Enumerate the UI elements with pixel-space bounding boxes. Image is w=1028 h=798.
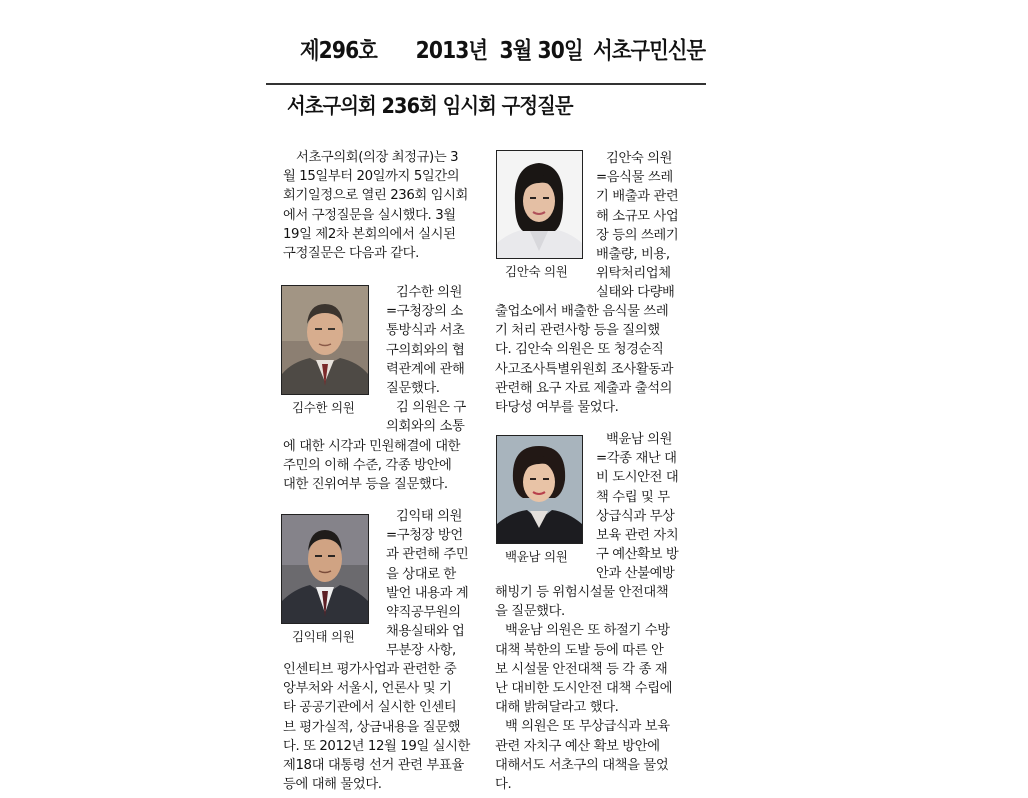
text-line: 을 상대로 한 bbox=[386, 566, 456, 582]
text-line: 19일 제2차 본회의에서 실시된 bbox=[283, 226, 456, 242]
text-line: 장 등의 쓰레기 bbox=[596, 227, 679, 243]
text-line: 대한 진위여부 등을 질문했다. bbox=[283, 477, 448, 493]
text-line: 출업소에서 배출한 음식물 쓰레 bbox=[495, 304, 669, 319]
portrait-image bbox=[282, 286, 368, 394]
text-line: 통방식과 서초 bbox=[386, 323, 465, 339]
article-headline: 서초구의회 236회 임시회 구정질문 bbox=[287, 94, 573, 118]
text-line: 제18대 대통령 선거 관련 부표율 bbox=[283, 758, 464, 774]
text-line: 에 대한 시각과 민원해결에 대한 bbox=[283, 439, 461, 454]
text-line: 등에 대해 물었다. bbox=[283, 777, 382, 793]
intro-paragraph bbox=[283, 148, 483, 263]
issue-number: 제296호 bbox=[300, 38, 377, 64]
text-line: =음식물 쓰레 bbox=[596, 170, 673, 186]
text-line: 해 소규모 사업 bbox=[596, 208, 679, 224]
text-line: 과 관련해 주민 bbox=[386, 547, 469, 563]
text-line: =구청장의 소 bbox=[386, 304, 463, 320]
text-line: 앙부처와 서울시, 언론사 및 기 bbox=[283, 681, 452, 697]
text-line: 난 대비한 도시안전 대책 수립에 bbox=[495, 681, 673, 697]
text-line: 발언 내용과 계 bbox=[386, 585, 469, 601]
text-line: 기 처리 관련사항 등을 질의했 bbox=[495, 323, 660, 339]
text-line: 서초구의회(의장 최정규)는 3 bbox=[296, 150, 459, 165]
text-line: 다. 김안숙 의원은 또 청경순직 bbox=[495, 342, 664, 358]
text-line: 구정질문은 다음과 같다. bbox=[283, 246, 419, 262]
member-label: 김익태 의원 bbox=[396, 509, 463, 524]
text-line: 인센티브 평가사업과 관련한 중 bbox=[283, 662, 457, 677]
text-line: 다. 또 2012년 12월 19일 실시한 bbox=[283, 738, 470, 754]
masthead bbox=[300, 32, 705, 65]
member-text-full bbox=[283, 437, 481, 495]
text-line: =구청장 방언 bbox=[386, 528, 463, 544]
text-line: 비 도시안전 대 bbox=[596, 470, 679, 486]
text-line: 백 의원은 또 무상급식과 보육 bbox=[505, 719, 670, 735]
text-line: 다. bbox=[495, 777, 512, 793]
text-line: 회기일정으로 열린 236회 임시회 bbox=[283, 188, 468, 204]
photo-caption: 김안숙 의원 bbox=[505, 264, 568, 279]
issue-date: 2013년 3월 30일 bbox=[415, 38, 583, 64]
text-line: 책 수립 및 무 bbox=[596, 489, 670, 505]
member-label: 김안숙 의원 bbox=[606, 151, 673, 166]
text-line: 채용실태와 업 bbox=[386, 624, 465, 640]
text-line: 기 배출과 관련 bbox=[596, 189, 679, 205]
text-line: 보 시설물 안전대책 등 각 종 재 bbox=[495, 661, 668, 677]
member-label: 김수한 의원 bbox=[396, 285, 463, 300]
photo-caption: 김수한 의원 bbox=[292, 400, 355, 415]
newspaper-name: 서초구민신문 bbox=[593, 38, 706, 64]
member-text-side bbox=[596, 430, 686, 584]
text-line: 타당성 여부를 물었다. bbox=[495, 400, 619, 416]
text-line: 보육 관련 자치 bbox=[596, 528, 679, 544]
member-text-full bbox=[495, 583, 687, 794]
member-text-side bbox=[596, 149, 686, 303]
portrait-image bbox=[497, 436, 582, 543]
text-line: 력관계에 관해 bbox=[386, 361, 465, 377]
text-line: 구의회와의 협 bbox=[386, 342, 465, 358]
masthead-rule bbox=[266, 83, 706, 85]
member-photo-kim-suhan bbox=[281, 285, 369, 395]
text-line: 의회와의 소통 bbox=[386, 419, 465, 435]
text-line: 관련 자치구 예산 확보 방안에 bbox=[495, 738, 660, 754]
photo-caption: 백윤남 의원 bbox=[505, 549, 568, 564]
text-line: 해빙기 등 위험시설물 안전대책 bbox=[495, 585, 669, 600]
text-line: 관련해 요구 자료 제출과 출석의 bbox=[495, 380, 673, 396]
text-line: 타 공공기관에서 실시한 인센티 bbox=[283, 700, 457, 716]
text-line: 안과 산불예방 bbox=[596, 566, 675, 582]
text-line: 백윤남 의원은 또 하절기 수방 bbox=[505, 623, 670, 639]
text-line: 에서 구정질문을 실시했다. 3월 bbox=[283, 207, 456, 223]
text-line: 사고조사특별위원회 조사활동과 bbox=[495, 361, 674, 377]
portrait-image bbox=[282, 515, 368, 623]
portrait-image bbox=[497, 151, 582, 258]
text-line: 을 질문했다. bbox=[495, 604, 565, 620]
member-photo-kim-iktae bbox=[281, 514, 369, 624]
text-line: 무분장 사항, bbox=[386, 643, 456, 659]
member-text-full bbox=[495, 302, 687, 417]
text-line: 대해서도 서초구의 대책을 물었 bbox=[495, 757, 669, 773]
text-line: 대해 밝혀달라고 했다. bbox=[495, 700, 619, 716]
text-line: 상급식과 무상 bbox=[596, 508, 675, 524]
member-text-side bbox=[386, 283, 480, 437]
member-photo-kim-ansuk bbox=[496, 150, 583, 259]
text-line: 김 의원은 구 bbox=[396, 400, 466, 416]
text-line: 구 예산확보 방 bbox=[596, 547, 679, 563]
text-line: 월 15일부터 20일까지 5일간의 bbox=[283, 169, 460, 185]
member-text-full bbox=[283, 660, 481, 794]
text-line: 대책 북한의 도발 등에 따른 안 bbox=[495, 642, 664, 658]
text-line: 약직공무원의 bbox=[386, 605, 461, 621]
photo-caption: 김익태 의원 bbox=[292, 629, 355, 644]
text-line: 브 평가실적, 상금내용을 질문했 bbox=[283, 719, 461, 735]
text-line: =각종 재난 대 bbox=[596, 451, 677, 467]
member-photo-baek-yunnam bbox=[496, 435, 583, 544]
text-line: 배출량, 비용, bbox=[596, 247, 670, 263]
member-label: 백윤남 의원 bbox=[606, 432, 673, 447]
text-line: 질문했다. bbox=[386, 381, 440, 397]
text-line: 실태와 다량배 bbox=[596, 285, 675, 301]
text-line: 위탁처리업체 bbox=[596, 266, 671, 282]
text-line: 주민의 이해 수준, 각종 방안에 bbox=[283, 458, 452, 474]
member-text-side bbox=[386, 507, 480, 661]
